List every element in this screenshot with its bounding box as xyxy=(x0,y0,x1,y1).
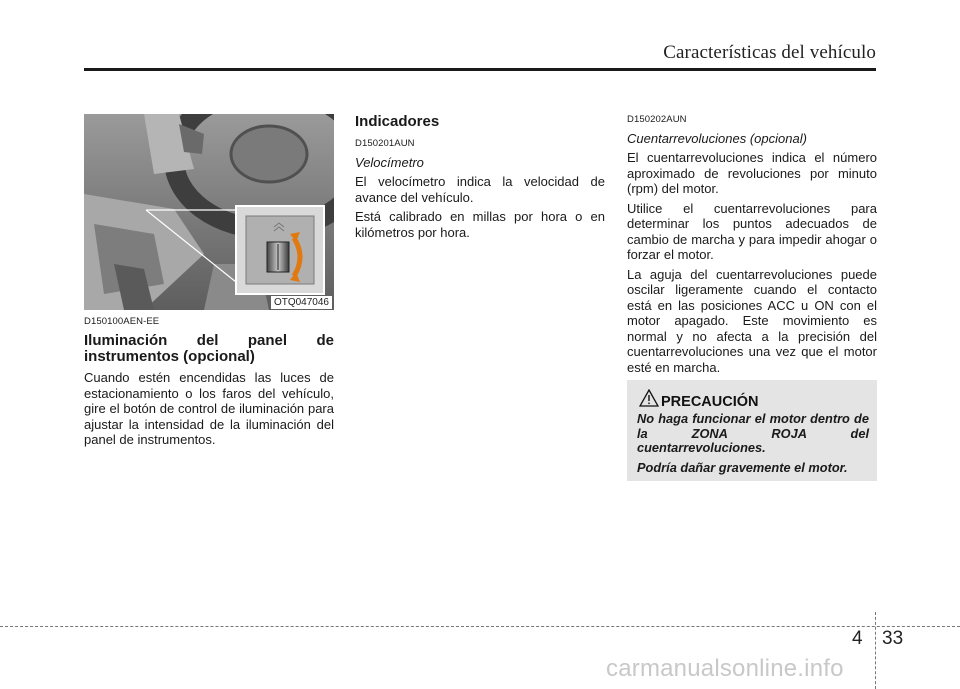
caution-box xyxy=(627,380,877,481)
subheading-cuentarrevoluciones: Cuentarrevoluciones (opcional) xyxy=(627,131,807,146)
paragraph: Utilice el cuentarrevoluciones para determinar los puntos adecuados de cambio de marcha y para impedir ahogar o forzar el motor. xyxy=(627,200,877,262)
chapter-number: 4 xyxy=(852,628,863,649)
section-heading-indicadores: Indicadores xyxy=(355,113,440,130)
paragraph: Está calibrado en millas por hora o en kilómetros por hora. xyxy=(355,209,605,240)
footer-rule xyxy=(0,626,960,627)
dashboard-illustration xyxy=(84,114,334,310)
column-left xyxy=(84,114,334,452)
subheading-velocimetro: Velocímetro xyxy=(355,155,424,170)
figure-code-label: OTQ047046 xyxy=(271,296,332,309)
caution-title: PRECAUCIÓN xyxy=(661,394,759,410)
section-code: D150202AUN xyxy=(627,114,687,125)
section-code: D150201AUN xyxy=(355,138,415,149)
column-right xyxy=(627,114,877,379)
paragraph: El cuentarrevoluciones indica el número aproximado de revoluciones por minuto (rpm) del motor. xyxy=(627,150,877,196)
caution-body xyxy=(637,412,869,480)
watermark: carmanualsonline.info xyxy=(606,655,844,682)
header-rule xyxy=(84,68,876,71)
section-code: D150100AEN-EE xyxy=(84,316,160,327)
paragraph: La aguja del cuentarrevoluciones puede oscilar ligeramente cuando el contacto está en las posiciones ACC u ON con el motor apagado. Este movimiento es normal y no afecta a la precisión del cuentarrevoluciones una vez que el motor esté en marcha. xyxy=(627,266,877,375)
section-body: Cuando estén encendidas las luces de estacionamiento o los faros del vehículo, gire el botón de control de iluminación para ajustar la intensidad de la iluminación del panel de instrumentos. xyxy=(84,370,334,447)
dashboard-figure xyxy=(84,114,334,310)
warning-triangle-icon xyxy=(639,389,659,407)
caution-text: No haga funcionar el motor dentro de la ZONA ROJA del cuentarrevoluciones. xyxy=(637,411,869,455)
column-middle xyxy=(355,114,605,244)
caution-text: Podría dañar gravemente el motor. xyxy=(637,459,848,475)
paragraph: El velocímetro indica la velocidad de avance del vehículo. xyxy=(355,174,605,205)
page-number: 33 xyxy=(882,628,904,649)
running-header-title: Características del vehículo xyxy=(663,42,876,63)
section-heading: Iluminación del panel de instrumentos (opcional) xyxy=(84,332,334,365)
footer-divider xyxy=(875,612,876,689)
